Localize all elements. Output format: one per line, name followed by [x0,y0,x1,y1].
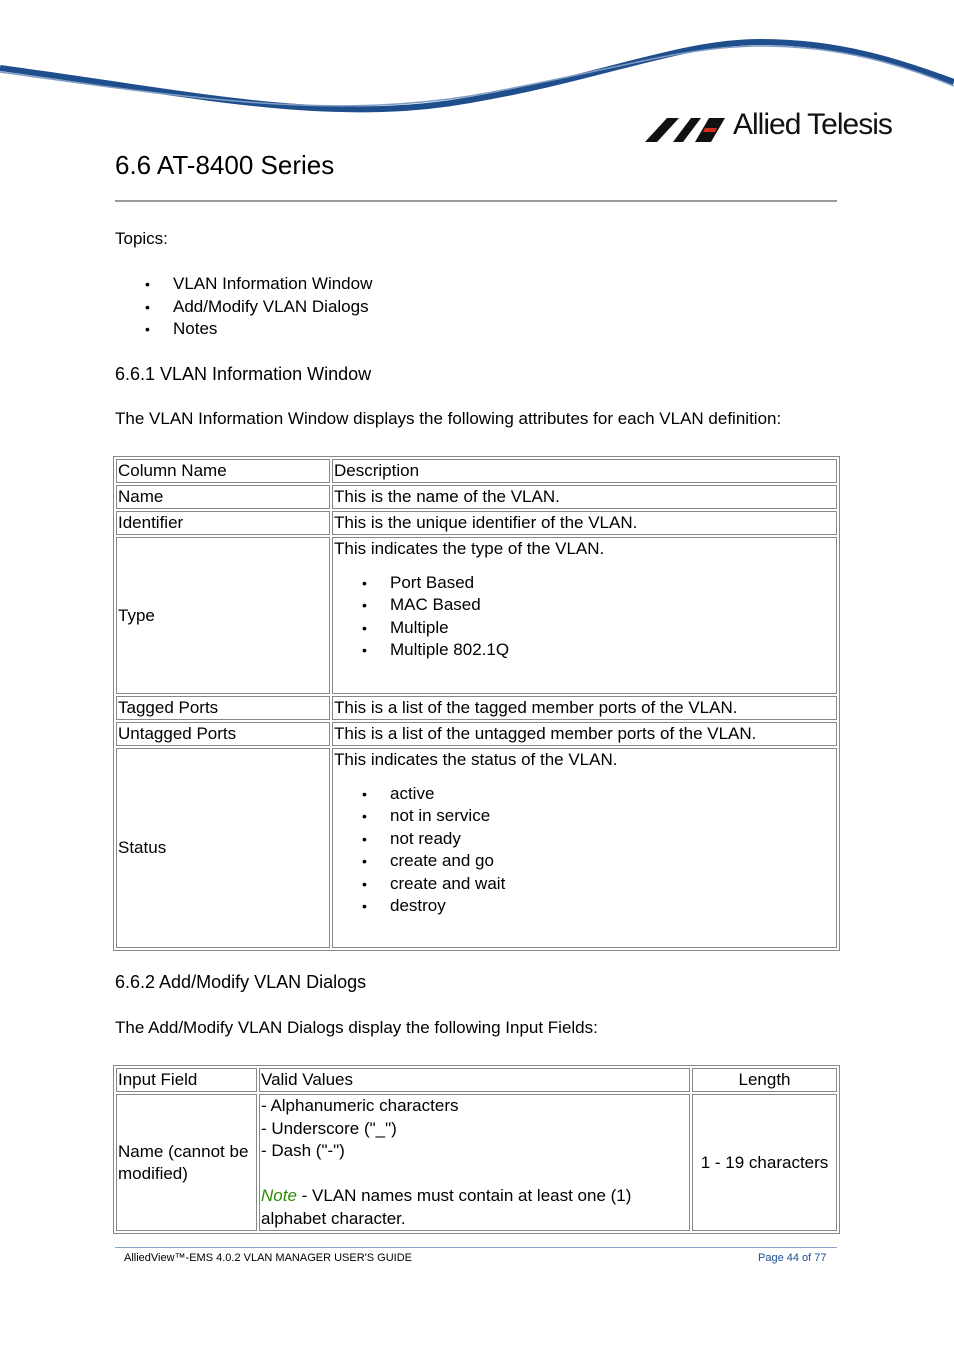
section-heading-vlan-information-window: 6.6.1 VLAN Information Window [115,364,372,384]
attribute-name: Name [116,485,330,509]
input-fields-table [113,1065,840,1234]
table-header-row [116,1068,837,1092]
attribute-name: Type [116,537,330,694]
table-header-row [116,459,837,483]
length-value: 1 - 19 characters [692,1094,837,1231]
footer-divider [115,1247,837,1248]
list-item: • not ready [334,828,835,850]
topics-list [115,273,372,341]
attribute-name: Tagged Ports [116,696,330,720]
note-line: Note - VLAN names must contain at least one (1) [261,1186,632,1205]
list-item: • not in service [334,805,835,827]
table-row [116,722,837,746]
column-header: Description [332,459,837,483]
topic-link-vlan-information-window[interactable]: • VLAN Information Window [115,273,372,296]
list-item: • Multiple 802.1Q [334,639,835,661]
logo-text: Allied Telesis [733,108,892,141]
input-field-name: Name (cannot be modified) [116,1094,257,1231]
attribute-description: This is a list of the tagged member ports of the VLAN. [332,696,837,720]
table-row [116,696,837,720]
list-item: • MAC Based [334,594,835,616]
footer-document-title: AlliedView™-EMS 4.0.2 VLAN MANAGER USER'S GUIDE [124,1252,412,1264]
attribute-name: Status [116,748,330,948]
column-header: Input Field [116,1068,257,1092]
list-item: • create and wait [334,873,835,895]
note-line: alphabet character. [261,1208,406,1228]
type-values-list [334,572,835,662]
table-row [116,1094,837,1231]
valid-value: - Dash ("-") [261,1141,345,1160]
attribute-name: Identifier [116,511,330,535]
title-divider [115,200,837,202]
note-label: Note [261,1186,297,1205]
section2-intro: The Add/Modify VLAN Dialogs display the following Input Fields: [115,1018,598,1037]
section-heading-add-modify-vlan-dialogs: 6.6.2 Add/Modify VLAN Dialogs [115,972,367,992]
attribute-description: This indicates the type of the VLAN. [334,539,605,558]
page-title: 6.6 AT-8400 Series [115,150,335,180]
intro-emphasis: VLAN Information Window [149,409,349,428]
topics-label: Topics: [115,229,168,248]
footer-page-number: Page 44 of 77 [758,1252,827,1264]
column-header: Column Name [116,459,330,483]
table-row [116,485,837,509]
logo-mark-icon [645,114,727,144]
table-row [116,511,837,535]
column-header: Length [692,1068,837,1092]
list-item: • Multiple [334,617,835,639]
valid-value: - Alphanumeric characters [261,1096,459,1115]
list-item: • create and go [334,850,835,872]
topic-link-notes[interactable]: • Notes [115,318,372,341]
list-item: • Port Based [334,572,835,594]
attribute-description-cell [332,537,837,694]
topic-link-add-modify-vlan-dialogs[interactable]: • Add/Modify VLAN Dialogs [115,296,372,319]
table-row [116,748,837,948]
attribute-description-cell [332,748,837,948]
table-row [116,537,837,694]
valid-value: - Underscore ("_") [261,1118,397,1138]
column-header: Valid Values [259,1068,690,1092]
list-item: • active [334,783,835,805]
valid-values-cell [259,1094,690,1231]
list-item: • destroy [334,895,835,917]
status-values-list [334,783,835,917]
vlan-attributes-table [113,456,840,951]
allied-telesis-logo [645,108,905,148]
section1-intro: The VLAN Information Window displays the following attributes for each VLAN definition: [115,409,782,428]
attribute-description: This is the unique identifier of the VLAN. [332,511,837,535]
attribute-description: This indicates the status of the VLAN. [334,750,618,769]
attribute-description: This is a list of the untagged member ports of the VLAN. [332,722,837,746]
attribute-description: This is the name of the VLAN. [332,485,837,509]
attribute-name: Untagged Ports [116,722,330,746]
